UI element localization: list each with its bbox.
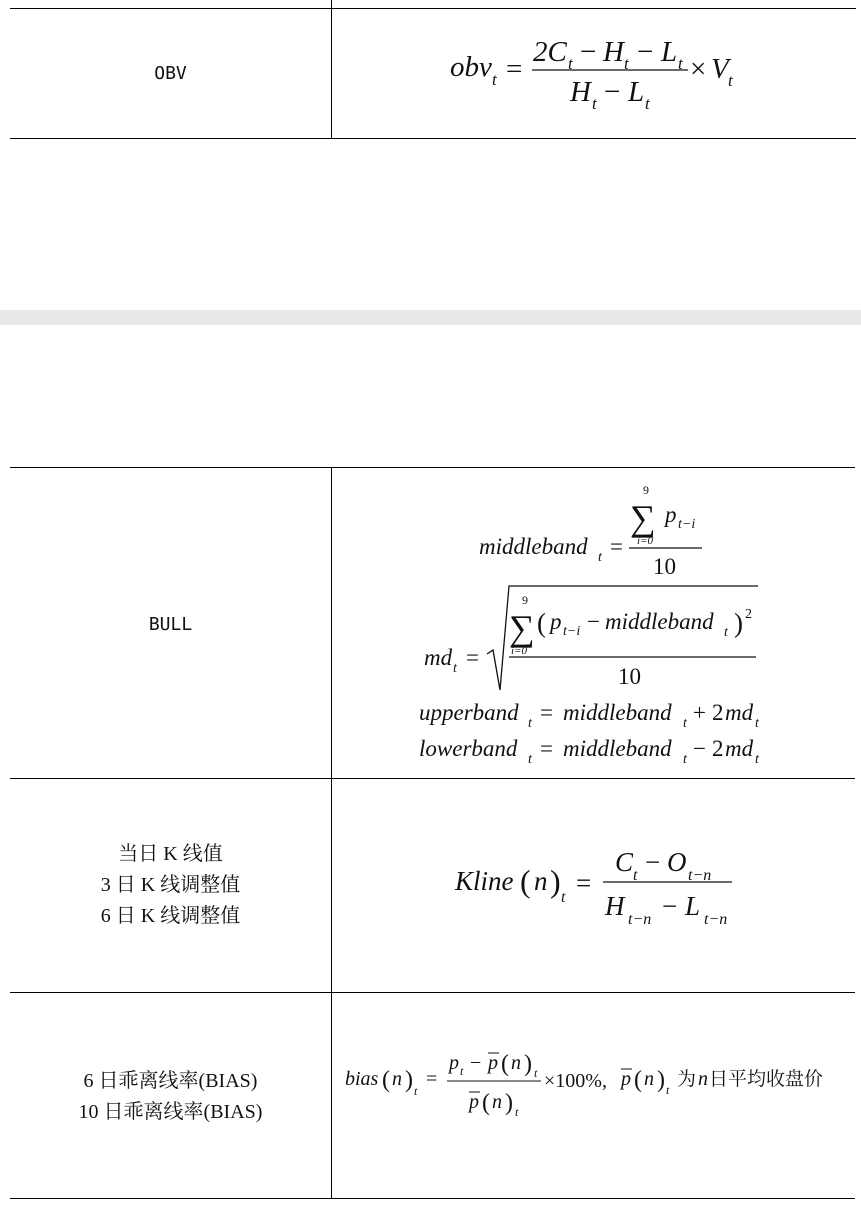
formula-subscript: t [414, 1084, 418, 1098]
formula-note: 为 [677, 1068, 697, 1090]
formula-subscript: t−n [688, 867, 712, 884]
formula-operator: = [610, 534, 623, 559]
formula-subscript: t [598, 550, 602, 565]
formula-text: bias [345, 1068, 379, 1090]
page-break-bar [0, 310, 861, 325]
formula-text: H [603, 36, 624, 68]
formula-text: p [665, 502, 677, 527]
formula-text: L [628, 76, 645, 108]
formula-subscript: t [683, 752, 687, 767]
table-rule [10, 467, 855, 468]
formula-note: n [698, 1068, 708, 1090]
indicator-line: 6 日乖离线率(BIAS) [83, 1070, 258, 1092]
formula-text: Kline [455, 866, 514, 896]
formula-operator: × [690, 53, 707, 85]
formula-text: 10 [618, 664, 641, 689]
formula-text: p [449, 1052, 459, 1074]
indicator-name-kline [10, 839, 331, 932]
formula-text: L [685, 891, 701, 921]
formula-subscript: t [528, 716, 532, 731]
table-rule [10, 778, 855, 779]
formula-operator: − [587, 609, 600, 634]
formula-bull [332, 478, 861, 778]
formula-text: ×100%, [544, 1070, 607, 1092]
formula-text: p [469, 1091, 479, 1113]
formula-text: middleband [563, 736, 672, 761]
formula-text: H [605, 891, 625, 921]
formula-subscript: t [492, 70, 497, 89]
indicator-line: 6 日 K 线调整值 [100, 905, 241, 927]
formula-text: middleband [605, 609, 714, 634]
formula-subscript: t [666, 1083, 670, 1097]
formula-text: md [424, 645, 453, 670]
formula-operator: − [604, 76, 621, 108]
formula-subscript: t [561, 889, 566, 906]
formula-subscript: t−n [704, 911, 728, 928]
formula-paren: ) [550, 863, 561, 899]
formula-operator: = [540, 700, 553, 725]
formula-text: upperband [419, 700, 519, 725]
formula-subscript: t [678, 54, 683, 73]
formula-operator: = [506, 53, 523, 85]
table-rule [10, 8, 856, 9]
formula-text: p [550, 609, 562, 634]
formula-subscript: t [645, 94, 650, 113]
formula-operator: − [580, 36, 597, 68]
formula-subscript: t [515, 1105, 519, 1119]
formula-subscript: t [453, 661, 457, 676]
formula-kline [332, 840, 861, 935]
formula-operator: = [540, 736, 553, 761]
formula-obv [332, 30, 861, 120]
formula-paren: ) [657, 1067, 665, 1093]
formula-subscript: t [724, 625, 728, 640]
formula-paren: ( [382, 1067, 390, 1093]
formula-operator: = [426, 1068, 438, 1090]
formula-paren: ( [520, 863, 531, 899]
formula-subscript: t [728, 71, 733, 90]
indicator-name-obv: OBV [154, 63, 187, 84]
formula-text: 2 [712, 736, 724, 761]
table-rule [10, 1198, 855, 1199]
formula-paren: ) [524, 1051, 532, 1077]
sum-upper-limit: 9 [643, 483, 649, 497]
formula-text: L [661, 36, 678, 68]
formula-text: n [511, 1052, 521, 1074]
formula-operator: = [576, 868, 592, 898]
formula-subscript: t [592, 94, 597, 113]
formula-text: p [488, 1052, 498, 1074]
indicator-line: 3 日 K 线调整值 [100, 874, 241, 896]
formula-text: n [492, 1091, 502, 1113]
table-rule [10, 138, 856, 139]
formula-text: n [534, 866, 548, 896]
formula-subscript: t [460, 1064, 464, 1078]
formula-text: middleband [479, 534, 588, 559]
formula-operator: − [693, 736, 706, 761]
formula-subscript: t [755, 752, 759, 767]
formula-text: 10 [653, 554, 676, 579]
formula-text: p [621, 1068, 631, 1090]
formula-subscript: t [528, 752, 532, 767]
formula-operator: + [693, 700, 706, 725]
formula-subscript: t [534, 1066, 538, 1080]
formula-note: 日平均收盘价 [709, 1068, 824, 1090]
indicator-line: 10 日乖离线率(BIAS) [78, 1101, 263, 1123]
summation-sign: ∑ [630, 498, 656, 538]
formula-text: 2C [533, 36, 567, 68]
formula-paren: ( [537, 608, 546, 638]
table-rule [10, 992, 855, 993]
indicator-line: 当日 K 线值 [118, 843, 223, 865]
formula-text: O [667, 847, 687, 877]
formula-text: H [570, 76, 591, 108]
formula-paren: ) [405, 1067, 413, 1093]
formula-subscript: t−i [678, 517, 696, 532]
formula-operator: − [662, 891, 678, 921]
formula-paren: ( [482, 1090, 490, 1116]
formula-text: lowerband [419, 736, 518, 761]
formula-operator: − [637, 36, 654, 68]
formula-paren: ) [505, 1090, 513, 1116]
formula-subscript: t [624, 54, 629, 73]
formula-paren: ) [734, 608, 743, 638]
sum-upper-limit: 9 [522, 593, 528, 607]
formula-text: n [392, 1068, 402, 1090]
formula-subscript: t [633, 867, 638, 884]
formula-text: V [711, 53, 729, 85]
formula-text: md [725, 700, 754, 725]
indicator-name-bias [10, 1066, 331, 1128]
formula-text: md [725, 736, 754, 761]
indicator-name-bull: BULL [148, 614, 193, 635]
summation-sign: ∑ [509, 608, 535, 648]
formula-operator: = [466, 645, 479, 670]
formula-subscript: t [755, 716, 759, 731]
formula-text: obv [450, 51, 492, 83]
formula-paren: ( [501, 1051, 509, 1077]
formula-text: 2 [712, 700, 724, 725]
formula-operator: − [645, 847, 661, 877]
formula-subscript: t [568, 54, 573, 73]
sum-lower-limit: i=0 [637, 535, 653, 547]
sum-lower-limit: i=0 [511, 645, 527, 657]
formula-subscript: t−i [563, 624, 581, 639]
formula-text: middleband [563, 700, 672, 725]
formula-subscript: t [683, 716, 687, 731]
formula-text: n [644, 1068, 654, 1090]
formula-paren: ( [634, 1067, 642, 1093]
formula-superscript: 2 [745, 607, 752, 622]
formula-subscript: t−n [628, 911, 652, 928]
formula-text: C [615, 847, 634, 877]
formula-operator: − [470, 1052, 482, 1074]
formula-bias [332, 1040, 861, 1120]
